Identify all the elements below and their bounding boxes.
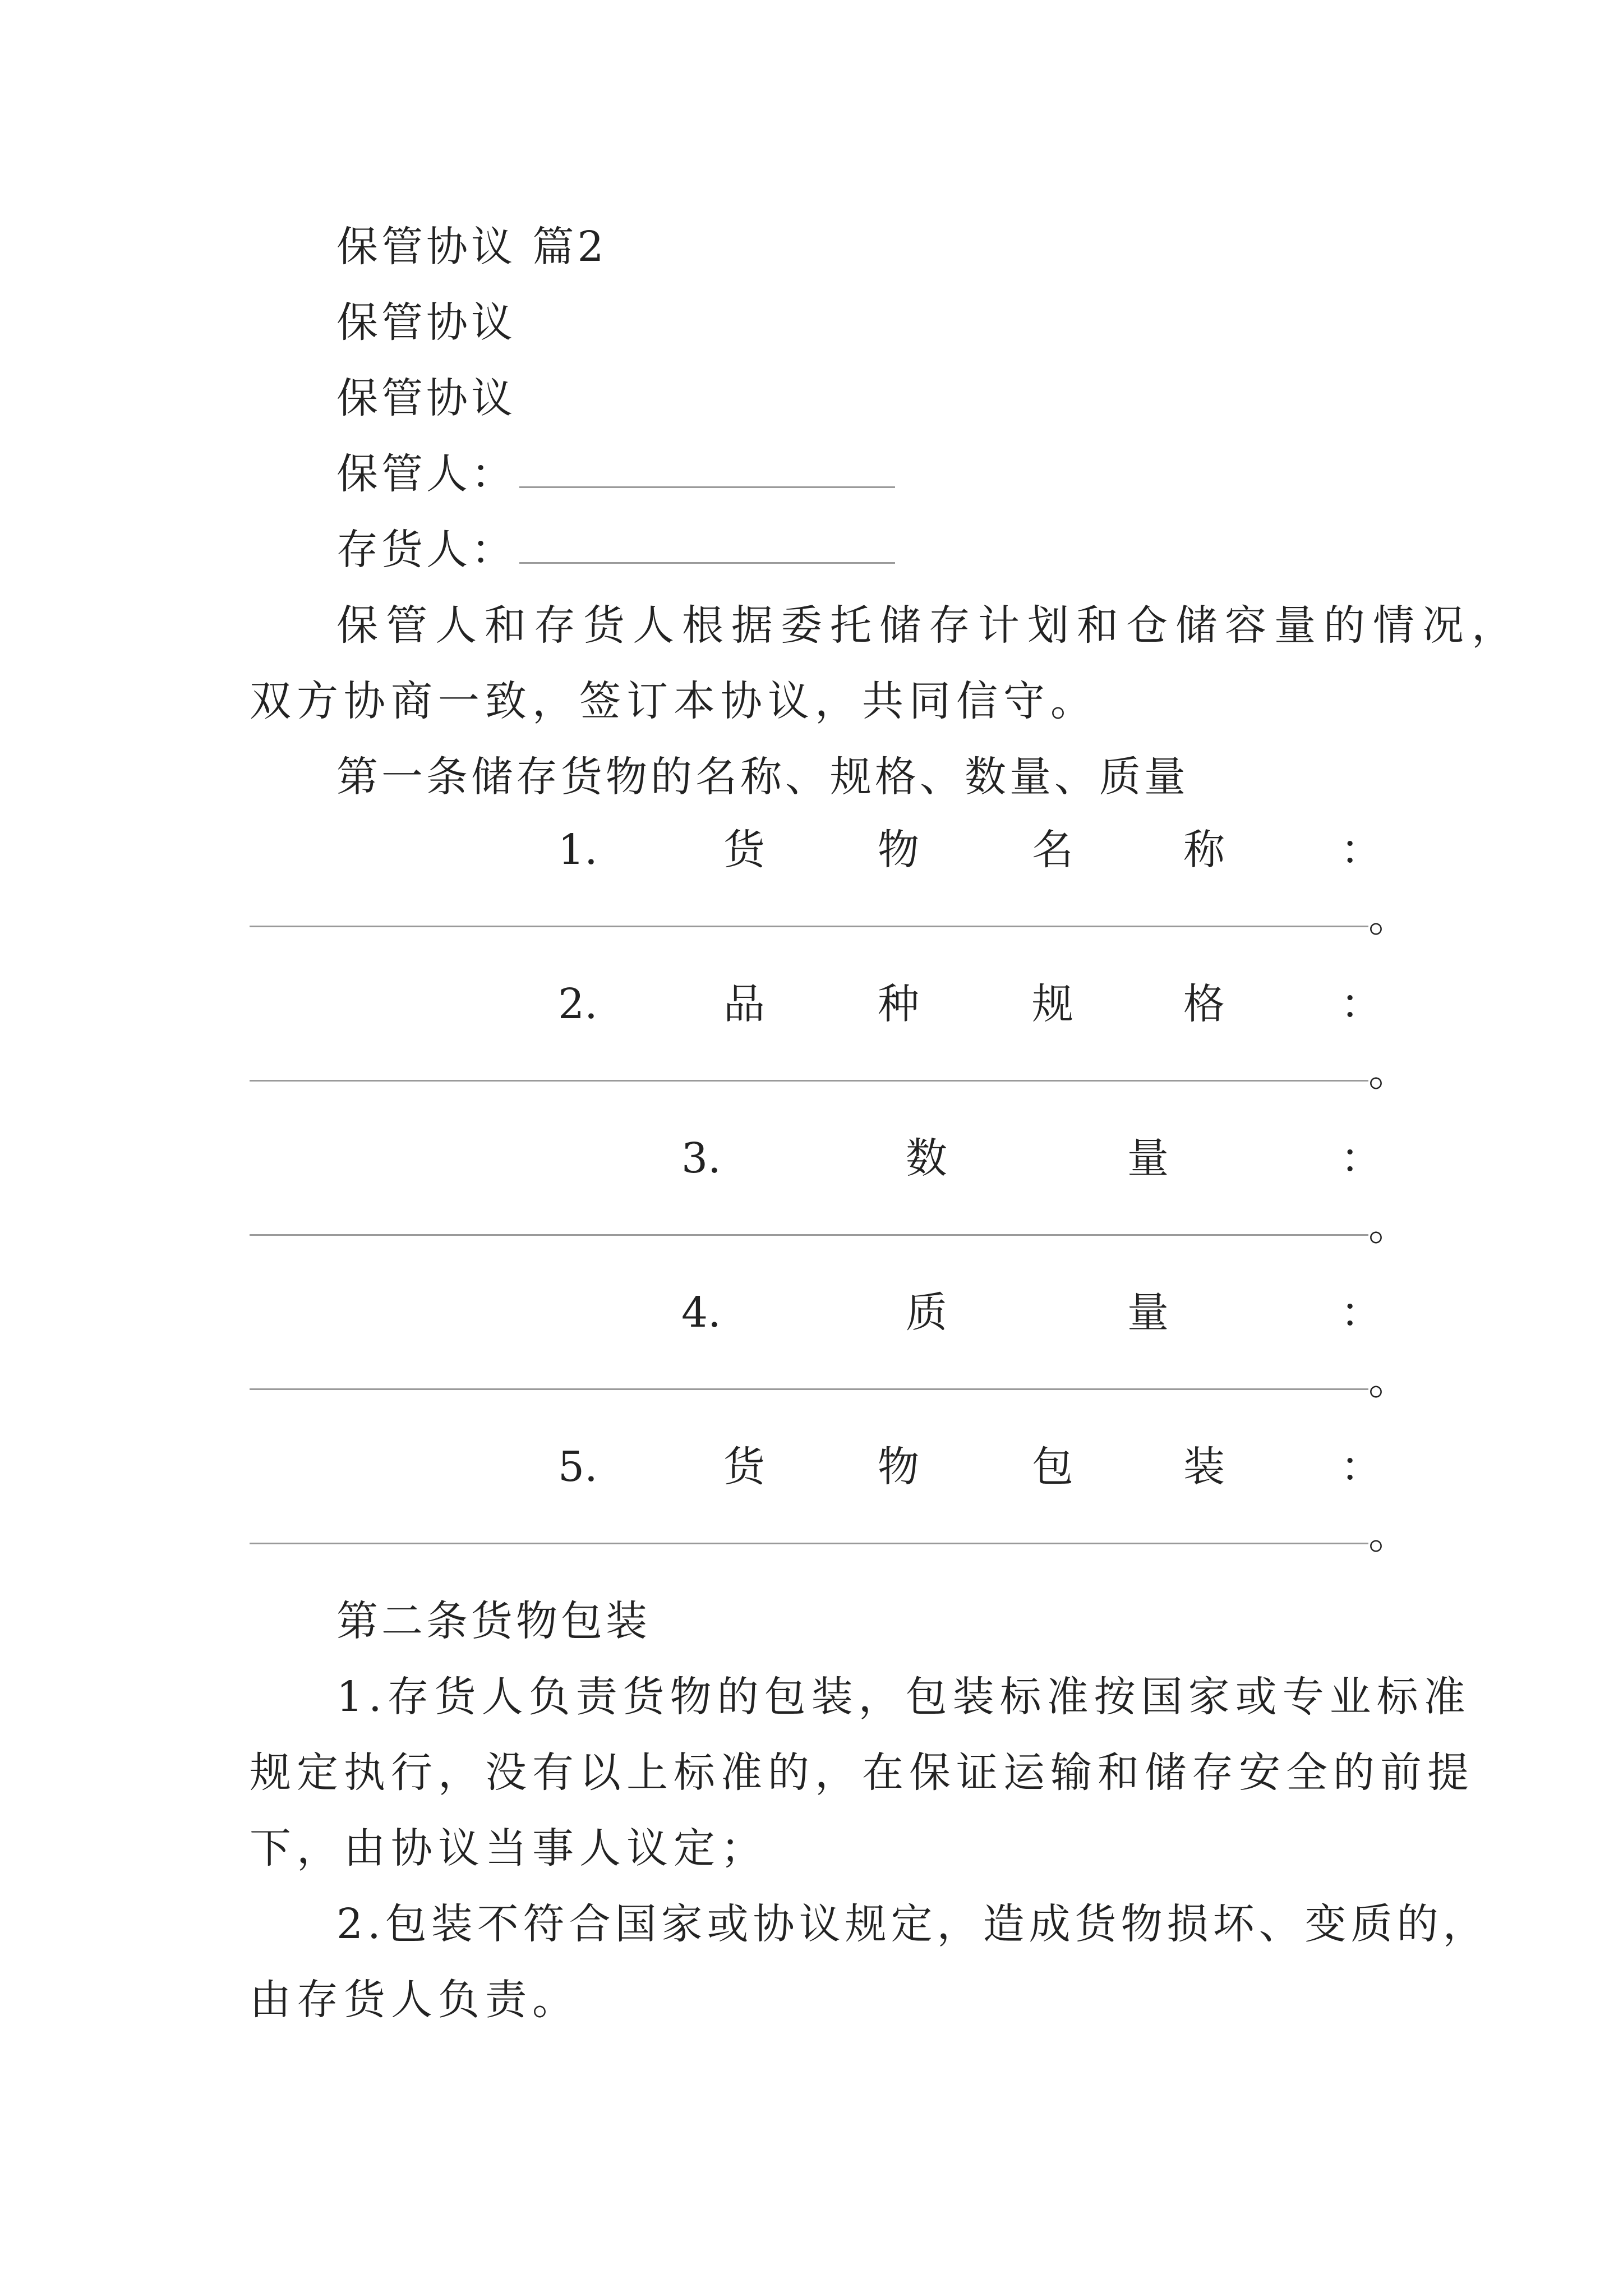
field-colon: ： xyxy=(1340,1134,1382,1182)
field-label-char: 规 xyxy=(1032,980,1073,1028)
field-end-period: 。 xyxy=(1368,1510,1410,1558)
field-number: 3. xyxy=(681,1134,721,1182)
heading-agreement: 保管协议 xyxy=(336,298,516,347)
field-label-char: 物 xyxy=(878,1443,919,1491)
field-blank-line xyxy=(250,1234,1368,1236)
article1-title: 第一条储存货物的名称、规格、数量、质量 xyxy=(336,753,1189,801)
custodian-label: 保管人： xyxy=(336,450,516,498)
depositor-line xyxy=(336,522,895,578)
heading-agreement-repeat: 保管协议 xyxy=(336,374,516,422)
field-label-char: 货 xyxy=(723,826,765,874)
field-end-period: 。 xyxy=(1368,1356,1410,1404)
field-colon: ： xyxy=(1340,980,1382,1028)
article2-p1-line3: 下，由协议当事人议定； xyxy=(250,1824,768,1872)
depositor-label: 存货人： xyxy=(336,526,516,574)
field-number: 4. xyxy=(681,1289,721,1337)
field-label-char: 量 xyxy=(1127,1289,1169,1337)
field-blank-line xyxy=(250,1080,1368,1082)
field-colon: ： xyxy=(1340,1289,1382,1337)
field-label-char: 货 xyxy=(723,1443,765,1491)
field-label-char: 数 xyxy=(906,1134,947,1182)
field-number: 5. xyxy=(558,1443,598,1491)
article2-p1-line1: 1.存货人负责货物的包装，包装标准按国家或专业标准 xyxy=(336,1673,1471,1721)
field-end-period: 。 xyxy=(1368,893,1410,941)
field-end-period: 。 xyxy=(1368,1047,1410,1096)
field-blank-line xyxy=(250,1543,1368,1544)
article2-p2-line2: 由存货人负责。 xyxy=(250,1976,579,2024)
article2-p2-line1: 2.包装不符合国家或协议规定，造成货物损坏、变质的， xyxy=(336,1900,1489,1948)
field-number: 1. xyxy=(558,826,598,874)
field-row xyxy=(336,1285,1382,1341)
field-label-char: 装 xyxy=(1183,1443,1225,1491)
field-label-char: 物 xyxy=(878,826,919,874)
field-blank-line xyxy=(250,1388,1368,1390)
article2-title: 第二条货物包装 xyxy=(336,1597,651,1645)
custodian-blank xyxy=(519,452,895,488)
field-row xyxy=(336,976,1382,1032)
depositor-blank xyxy=(519,527,895,564)
field-label-char: 格 xyxy=(1183,980,1225,1028)
field-label-char: 质 xyxy=(906,1289,947,1337)
intro-line-1: 保管人和存货人根据委托储存计划和仓储容量的情况， xyxy=(336,601,1521,650)
field-label-char: 种 xyxy=(878,980,919,1028)
field-label-char: 称 xyxy=(1183,826,1225,874)
intro-line-2: 双方协商一致，签订本协议，共同信守。 xyxy=(250,677,1098,725)
article2-p1-line2: 规定执行，没有以上标准的，在保证运输和储存安全的前提 xyxy=(250,1749,1474,1797)
field-label-char: 名 xyxy=(1032,826,1073,874)
field-row xyxy=(336,1439,1382,1495)
field-blank-line xyxy=(250,926,1368,927)
field-colon: ： xyxy=(1340,826,1382,874)
field-end-period: 。 xyxy=(1368,1202,1410,1250)
field-row xyxy=(336,822,1382,878)
field-label-char: 包 xyxy=(1032,1443,1073,1491)
field-colon: ： xyxy=(1340,1443,1382,1491)
field-number: 2. xyxy=(558,980,598,1028)
custodian-line xyxy=(336,446,895,502)
document-title: 保管协议 篇2 xyxy=(336,223,607,271)
field-row xyxy=(336,1130,1382,1186)
field-label-char: 量 xyxy=(1127,1134,1169,1182)
field-label-char: 品 xyxy=(723,980,765,1028)
